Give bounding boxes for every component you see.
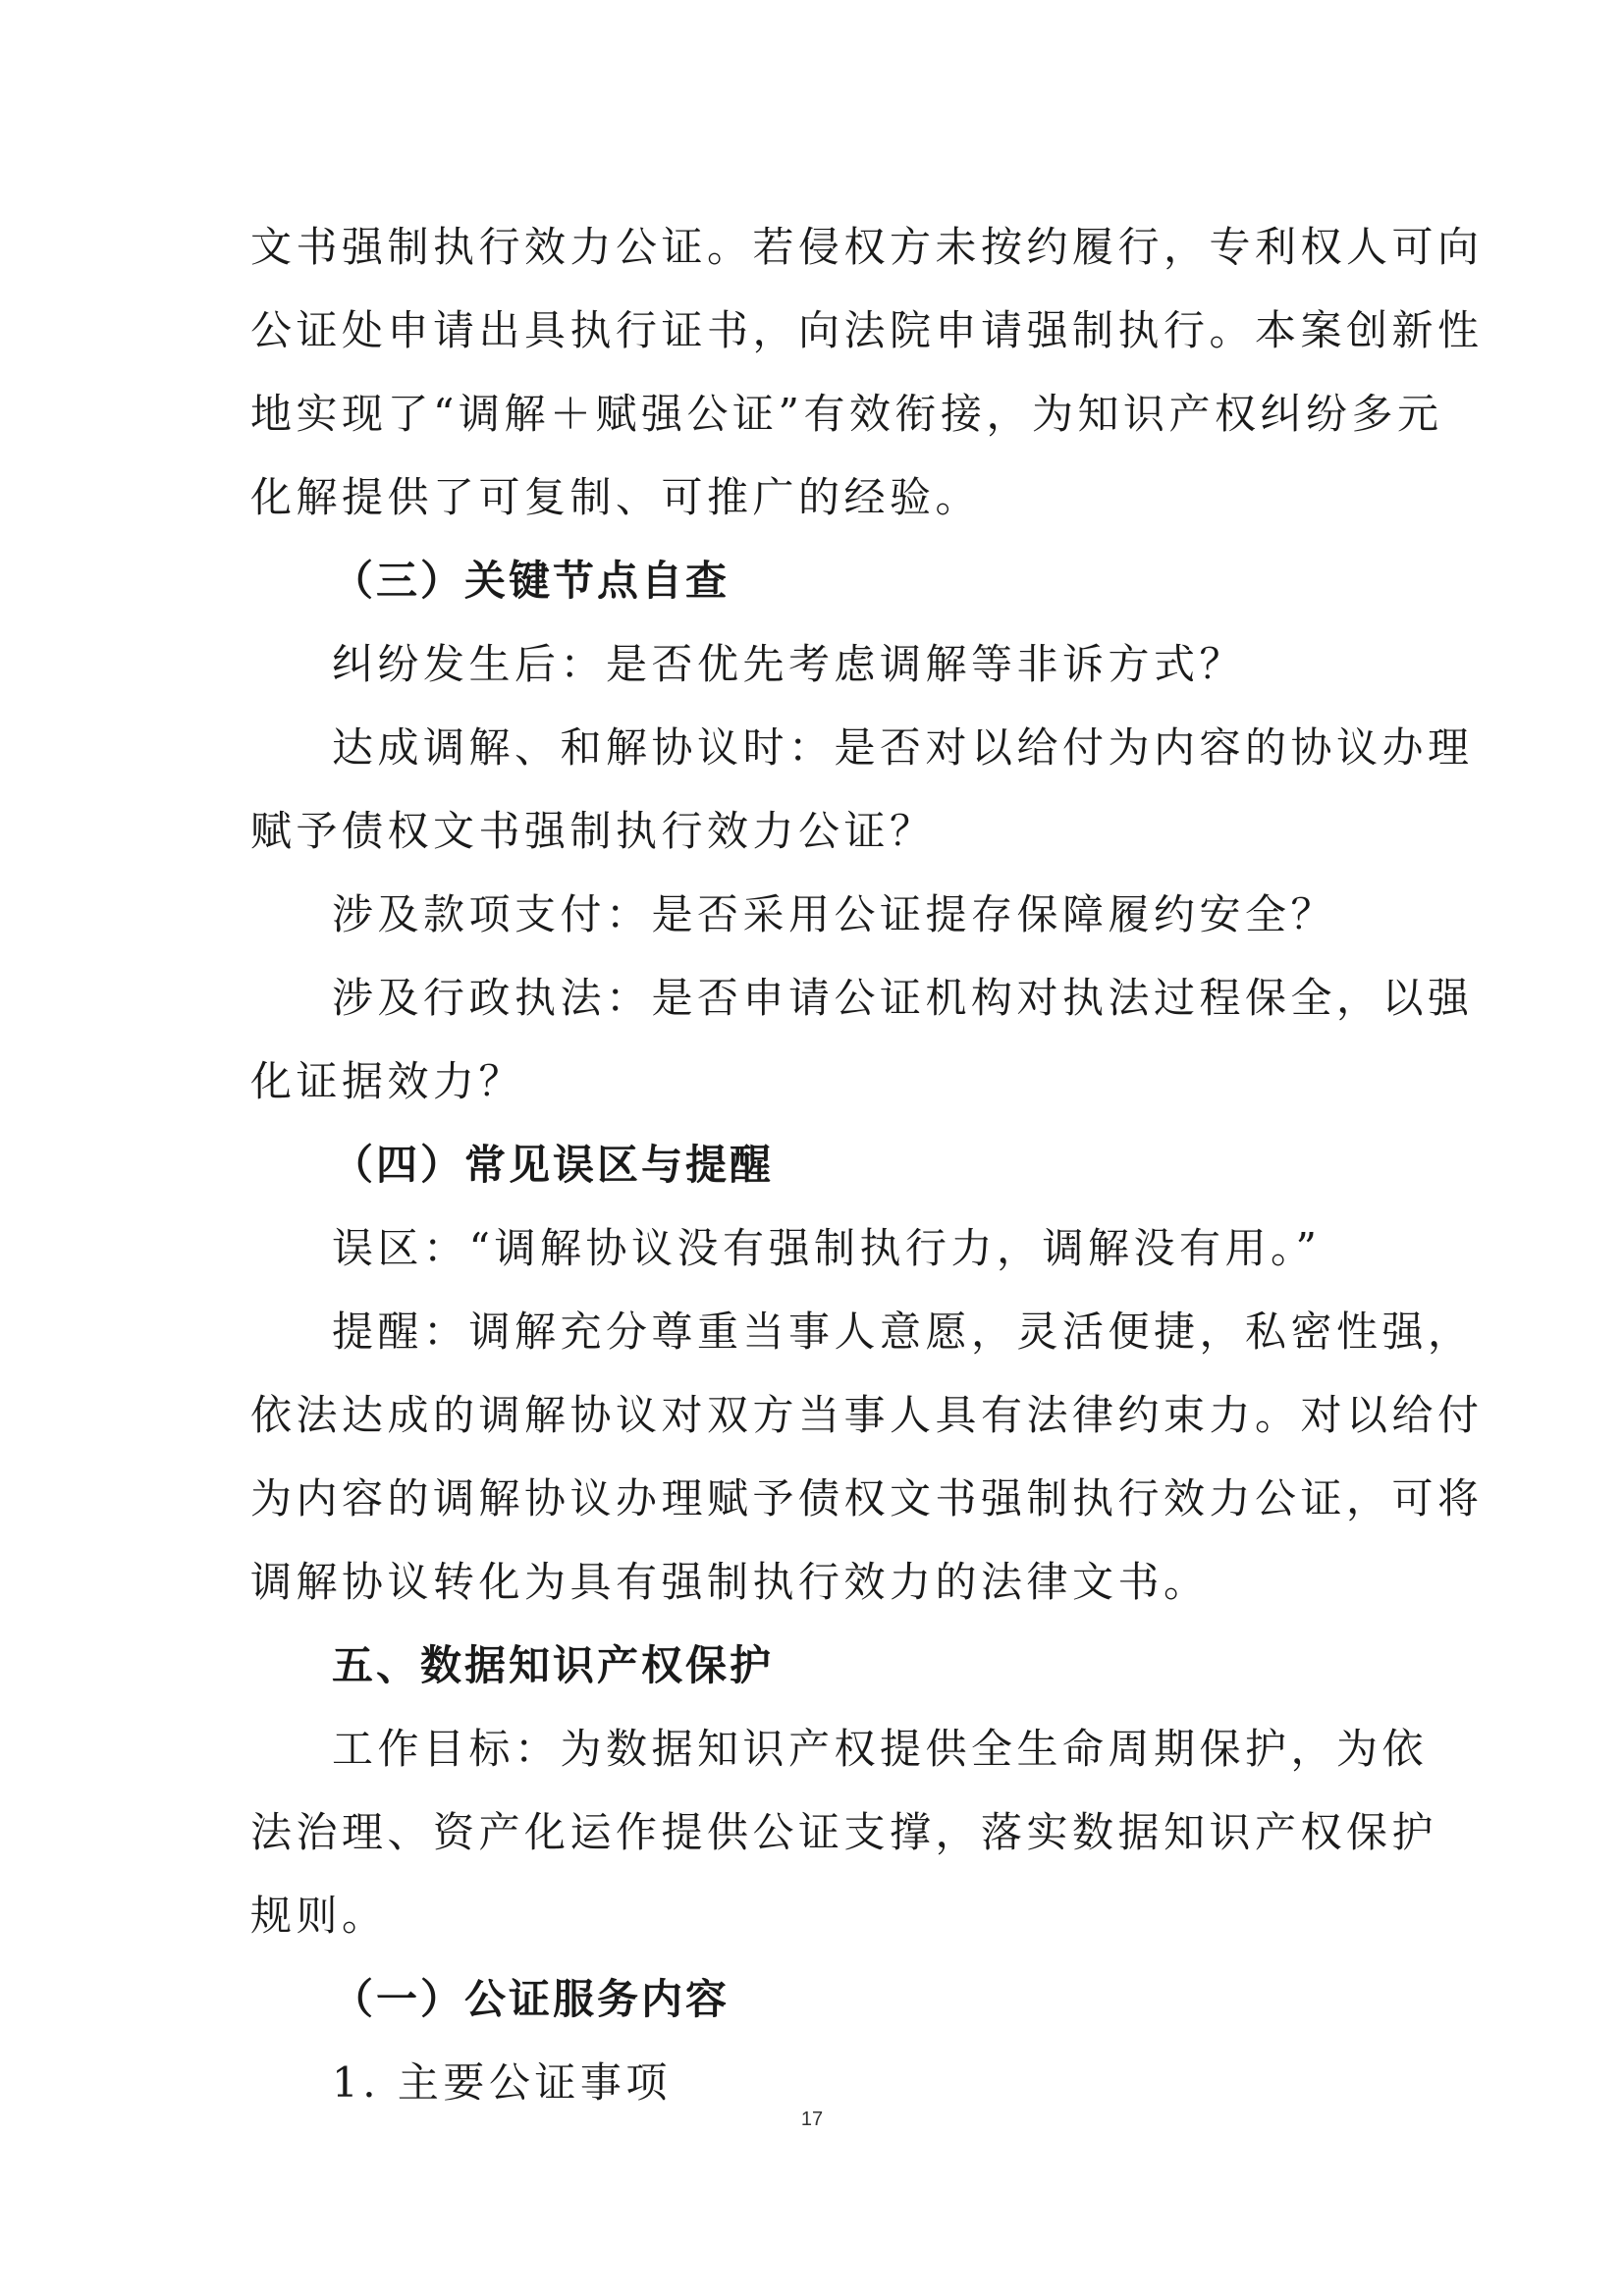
body-text-line: 调解协议转化为具有强制执行效力的法律文书。 xyxy=(250,1558,1210,1606)
body-text-line: 依法达成的调解协议对双方当事人具有法律约束力。对以给付 xyxy=(250,1391,1484,1439)
checklist-item: 纠纷发生后：是否优先考虑调解等非诉方式？ xyxy=(332,640,1246,688)
section-heading-4: （四）常见误区与提醒 xyxy=(332,1141,775,1189)
body-text-line: 法治理、资产化运作提供公证支撑，落实数据知识产权保护 xyxy=(250,1808,1438,1856)
subsection-item: 1. 主要公证事项 xyxy=(332,2058,672,2107)
section-heading-3: （三）关键节点自查 xyxy=(332,557,731,605)
work-goal-text: 工作目标：为数据知识产权提供全生命周期保护，为依 xyxy=(332,1725,1429,1773)
body-text-line: 地实现了“调解＋赋强公证”有效衔接，为知识产权纠纷多元 xyxy=(250,390,1443,438)
checklist-item: 达成调解、和解协议时：是否对以给付为内容的协议办理 xyxy=(332,723,1474,772)
body-text-line: 公证处申请出具执行证书，向法院申请强制执行。本案创新性 xyxy=(250,306,1484,354)
reminder-text: 提醒：调解充分尊重当事人意愿，灵活便捷，私密性强， xyxy=(332,1308,1474,1356)
body-text-line: 文书强制执行效力公证。若侵权方未按约履行，专利权人可向 xyxy=(250,223,1484,271)
checklist-item: 涉及行政执法：是否申请公证机构对执法过程保全，以强 xyxy=(332,974,1474,1022)
misconception-text: 误区：“调解协议没有强制执行力，调解没有用。” xyxy=(332,1224,1322,1272)
body-text-line: 化证据效力？ xyxy=(250,1057,525,1105)
page-number: 17 xyxy=(800,2109,824,2130)
body-text-line: 规则。 xyxy=(250,1892,388,1940)
checklist-item: 涉及款项支付：是否采用公证提存保障履约安全？ xyxy=(332,890,1337,938)
section-heading-1: （一）公证服务内容 xyxy=(332,1975,731,2023)
chapter-heading: 五、数据知识产权保护 xyxy=(332,1641,775,1689)
body-text-line: 为内容的调解协议办理赋予债权文书强制执行效力公证，可将 xyxy=(250,1474,1484,1522)
body-text-line: 赋予债权文书强制执行效力公证？ xyxy=(250,807,936,855)
body-text-line: 化解提供了可复制、可推广的经验。 xyxy=(250,473,982,521)
